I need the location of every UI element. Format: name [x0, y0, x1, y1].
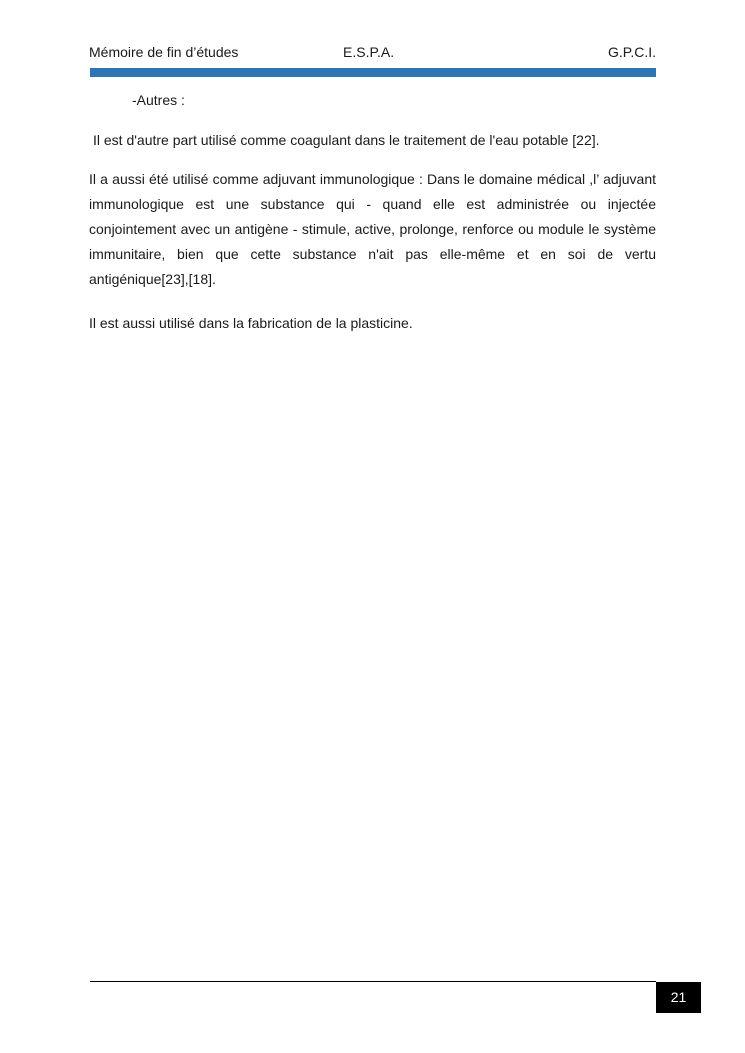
- page-number: 21: [656, 982, 701, 1013]
- header-department: G.P.C.I.: [608, 44, 656, 60]
- section-heading: -Autres :: [132, 92, 185, 108]
- paragraph-plasticine: Il est aussi utilisé dans la fabrication de la plasticine.: [89, 315, 413, 331]
- page-header: [89, 44, 656, 64]
- paragraph-coagulant: Il est d'autre part utilisé comme coagulant dans le traitement de l'eau potable [22].: [93, 132, 600, 148]
- header-divider-bar: [90, 68, 656, 77]
- page-body: [89, 88, 656, 336]
- paragraph-adjuvant: Il a aussi été utilisé comme adjuvant immunologique : Dans le domaine médical ,l’ adjuvant immunologique est une substance qui - quand elle est administrée ou injectée conjointement avec un antigène - stimule, active, prolonge, renforce ou module le système immunitaire, bien que cette substance n'ait pas elle-même et en soi de vertu antigénique[23],[18].: [89, 171, 656, 287]
- header-school: E.S.P.A.: [343, 44, 395, 60]
- header-thesis-title: Mémoire de fin d’études: [89, 44, 239, 60]
- footer-divider: [90, 981, 656, 982]
